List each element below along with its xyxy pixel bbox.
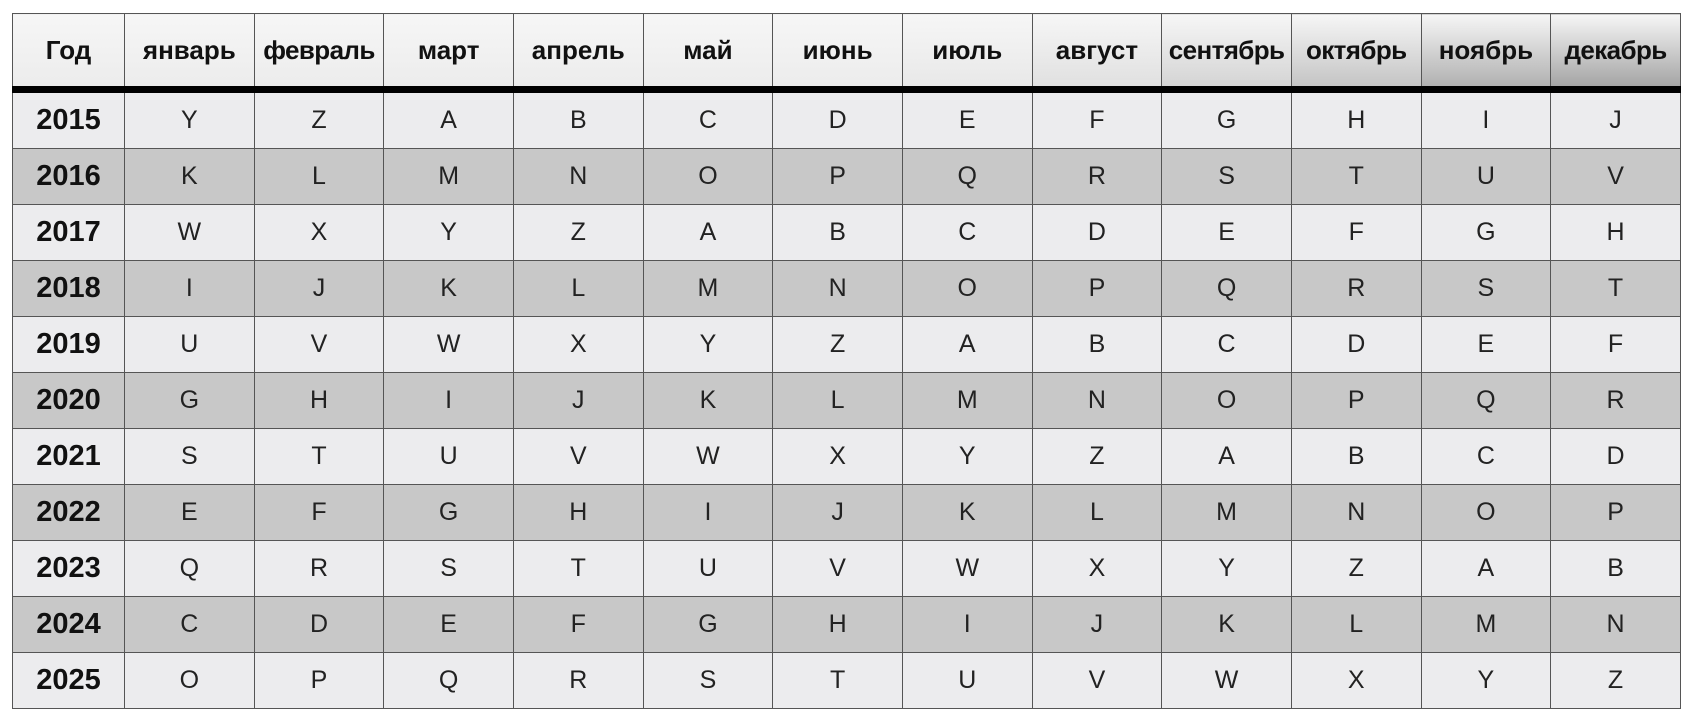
table-row — [13, 429, 1681, 485]
letter-cell: G — [1162, 90, 1292, 149]
letter-cell: B — [773, 205, 903, 261]
letter-cell: X — [254, 205, 384, 261]
table-row — [13, 317, 1681, 373]
header-month-11: ноябрь — [1421, 14, 1551, 90]
letter-cell: L — [1291, 597, 1421, 653]
letter-cell: J — [773, 485, 903, 541]
table-row — [13, 373, 1681, 429]
letter-cell: M — [384, 149, 514, 205]
letter-cell: D — [1291, 317, 1421, 373]
letter-cell: P — [1032, 261, 1162, 317]
letter-cell: S — [1421, 261, 1551, 317]
letter-cell: T — [773, 653, 903, 709]
letter-cell: H — [254, 373, 384, 429]
letter-cell: X — [1291, 653, 1421, 709]
letter-cell: R — [1291, 261, 1421, 317]
letter-cell: H — [513, 485, 643, 541]
letter-cell: R — [1032, 149, 1162, 205]
letter-cell: P — [1551, 485, 1681, 541]
letter-cell: C — [1162, 317, 1292, 373]
letter-cell: Q — [384, 653, 514, 709]
letter-cell: C — [643, 90, 773, 149]
letter-cell: S — [1162, 149, 1292, 205]
letter-cell: H — [773, 597, 903, 653]
letter-cell: F — [1551, 317, 1681, 373]
year-cell: 2024 — [13, 597, 125, 653]
letter-cell: K — [1162, 597, 1292, 653]
letter-cell: W — [643, 429, 773, 485]
header-month-1: январь — [125, 14, 255, 90]
letter-cell: W — [1162, 653, 1292, 709]
letter-cell: Y — [1162, 541, 1292, 597]
letter-cell: J — [1032, 597, 1162, 653]
letter-cell: B — [1291, 429, 1421, 485]
letter-cell: F — [1032, 90, 1162, 149]
letter-cell: O — [643, 149, 773, 205]
letter-cell: M — [902, 373, 1032, 429]
table-body — [13, 90, 1681, 709]
letter-cell: V — [513, 429, 643, 485]
letter-cell: D — [1551, 429, 1681, 485]
letter-cell: A — [384, 90, 514, 149]
letter-cell: K — [384, 261, 514, 317]
letter-cell: I — [902, 597, 1032, 653]
letter-cell: Q — [1162, 261, 1292, 317]
letter-cell: R — [254, 541, 384, 597]
letter-cell: C — [125, 597, 255, 653]
table-row — [13, 205, 1681, 261]
letter-cell: Z — [773, 317, 903, 373]
letter-cell: S — [125, 429, 255, 485]
letter-cell: Y — [1421, 653, 1551, 709]
letter-cell: Y — [125, 90, 255, 149]
letter-cell: Y — [643, 317, 773, 373]
letter-cell: D — [1032, 205, 1162, 261]
letter-cell: N — [1551, 597, 1681, 653]
letter-cell: U — [643, 541, 773, 597]
letter-cell: F — [513, 597, 643, 653]
letter-cell: I — [1421, 90, 1551, 149]
year-cell: 2021 — [13, 429, 125, 485]
letter-cell: T — [254, 429, 384, 485]
letter-cell: E — [125, 485, 255, 541]
year-month-code-table — [12, 13, 1681, 709]
letter-cell: F — [1291, 205, 1421, 261]
header-month-6: июнь — [773, 14, 903, 90]
letter-cell: P — [254, 653, 384, 709]
letter-cell: F — [254, 485, 384, 541]
letter-cell: W — [125, 205, 255, 261]
letter-cell: Z — [1291, 541, 1421, 597]
letter-cell: X — [773, 429, 903, 485]
letter-cell: T — [1551, 261, 1681, 317]
table-row — [13, 149, 1681, 205]
header-month-5: май — [643, 14, 773, 90]
letter-cell: X — [1032, 541, 1162, 597]
letter-cell: V — [1551, 149, 1681, 205]
letter-cell: Y — [902, 429, 1032, 485]
letter-cell: A — [643, 205, 773, 261]
letter-cell: E — [902, 90, 1032, 149]
letter-cell: Y — [384, 205, 514, 261]
header-month-7: июль — [902, 14, 1032, 90]
letter-cell: D — [773, 90, 903, 149]
letter-cell: X — [513, 317, 643, 373]
letter-cell: N — [773, 261, 903, 317]
letter-cell: C — [1421, 429, 1551, 485]
letter-cell: U — [902, 653, 1032, 709]
letter-cell: G — [1421, 205, 1551, 261]
letter-cell: L — [513, 261, 643, 317]
letter-cell: M — [643, 261, 773, 317]
header-year: Год — [13, 14, 125, 90]
table-row — [13, 485, 1681, 541]
letter-cell: I — [643, 485, 773, 541]
letter-cell: G — [384, 485, 514, 541]
letter-cell: R — [1551, 373, 1681, 429]
year-cell: 2020 — [13, 373, 125, 429]
letter-cell: A — [1162, 429, 1292, 485]
letter-cell: B — [1551, 541, 1681, 597]
letter-cell: L — [254, 149, 384, 205]
table-row — [13, 597, 1681, 653]
letter-cell: U — [1421, 149, 1551, 205]
letter-cell: J — [513, 373, 643, 429]
table-row — [13, 541, 1681, 597]
letter-cell: Z — [254, 90, 384, 149]
letter-cell: E — [384, 597, 514, 653]
letter-cell: Q — [1421, 373, 1551, 429]
letter-cell: Z — [1032, 429, 1162, 485]
header-row — [13, 14, 1681, 90]
letter-cell: W — [384, 317, 514, 373]
letter-cell: E — [1162, 205, 1292, 261]
letter-cell: T — [513, 541, 643, 597]
letter-cell: Q — [902, 149, 1032, 205]
header-month-2: февраль — [254, 14, 384, 90]
header-month-4: апрель — [513, 14, 643, 90]
letter-cell: S — [643, 653, 773, 709]
letter-cell: O — [125, 653, 255, 709]
letter-cell: I — [384, 373, 514, 429]
table-row — [13, 90, 1681, 149]
letter-cell: V — [1032, 653, 1162, 709]
letter-cell: O — [1162, 373, 1292, 429]
letter-cell: U — [384, 429, 514, 485]
letter-cell: H — [1551, 205, 1681, 261]
letter-cell: B — [513, 90, 643, 149]
letter-cell: V — [773, 541, 903, 597]
letter-cell: K — [125, 149, 255, 205]
letter-cell: M — [1162, 485, 1292, 541]
year-cell: 2023 — [13, 541, 125, 597]
letter-cell: V — [254, 317, 384, 373]
letter-cell: M — [1421, 597, 1551, 653]
letter-cell: I — [125, 261, 255, 317]
letter-cell: Z — [1551, 653, 1681, 709]
table-row — [13, 653, 1681, 709]
year-cell: 2016 — [13, 149, 125, 205]
letter-cell: N — [1291, 485, 1421, 541]
letter-cell: L — [773, 373, 903, 429]
header-month-3: март — [384, 14, 514, 90]
letter-cell: O — [1421, 485, 1551, 541]
letter-cell: A — [1421, 541, 1551, 597]
year-cell: 2022 — [13, 485, 125, 541]
year-month-code-table-container — [12, 13, 1680, 709]
letter-cell: U — [125, 317, 255, 373]
letter-cell: H — [1291, 90, 1421, 149]
letter-cell: G — [125, 373, 255, 429]
table-header — [13, 14, 1681, 90]
header-month-12: декабрь — [1551, 14, 1681, 90]
letter-cell: K — [643, 373, 773, 429]
letter-cell: B — [1032, 317, 1162, 373]
letter-cell: C — [902, 205, 1032, 261]
letter-cell: N — [1032, 373, 1162, 429]
letter-cell: S — [384, 541, 514, 597]
letter-cell: P — [773, 149, 903, 205]
header-month-9: сентябрь — [1162, 14, 1292, 90]
year-cell: 2019 — [13, 317, 125, 373]
year-cell: 2018 — [13, 261, 125, 317]
letter-cell: A — [902, 317, 1032, 373]
year-cell: 2017 — [13, 205, 125, 261]
letter-cell: R — [513, 653, 643, 709]
letter-cell: E — [1421, 317, 1551, 373]
header-month-8: август — [1032, 14, 1162, 90]
table-row — [13, 261, 1681, 317]
letter-cell: T — [1291, 149, 1421, 205]
letter-cell: J — [1551, 90, 1681, 149]
letter-cell: Z — [513, 205, 643, 261]
year-cell: 2025 — [13, 653, 125, 709]
letter-cell: K — [902, 485, 1032, 541]
letter-cell: D — [254, 597, 384, 653]
letter-cell: P — [1291, 373, 1421, 429]
letter-cell: G — [643, 597, 773, 653]
year-cell: 2015 — [13, 90, 125, 149]
letter-cell: W — [902, 541, 1032, 597]
letter-cell: J — [254, 261, 384, 317]
letter-cell: O — [902, 261, 1032, 317]
header-month-10: октябрь — [1291, 14, 1421, 90]
letter-cell: Q — [125, 541, 255, 597]
letter-cell: N — [513, 149, 643, 205]
letter-cell: L — [1032, 485, 1162, 541]
